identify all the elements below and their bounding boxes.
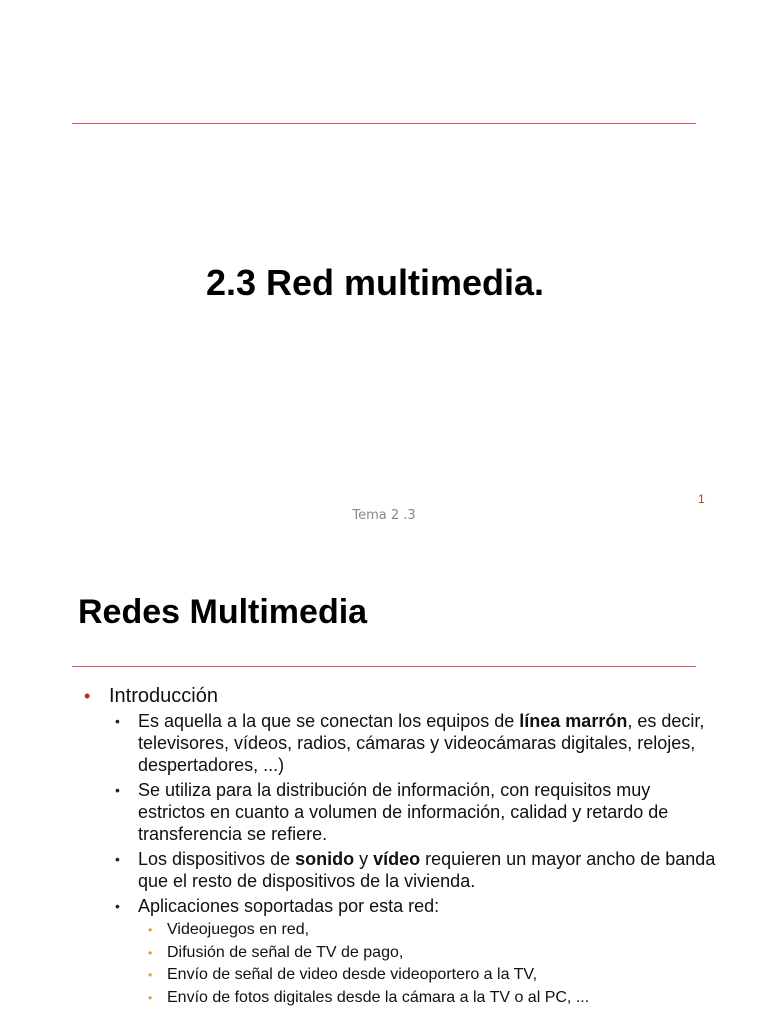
list-item-usage	[109, 779, 720, 845]
app-item-text: Videojuegos en red,	[167, 921, 310, 938]
list-item-applications	[109, 895, 720, 1009]
definition-text-a: Es aquella a la que se conectan los equipos de	[138, 711, 520, 731]
bullet-introduccion	[80, 684, 720, 1009]
bullet-dot-icon: •	[148, 945, 153, 960]
applications-text: Aplicaciones soportadas por esta red:	[138, 896, 440, 916]
bullet-dot-icon: •	[115, 851, 120, 867]
applications-sub-list	[138, 919, 720, 1009]
list-item	[138, 987, 720, 1010]
slide1-title-rule	[72, 123, 696, 124]
bullet-dot-icon: •	[115, 713, 120, 729]
list-item	[138, 942, 720, 965]
devices-text-a: Los dispositivos de	[138, 849, 296, 869]
bullet-dot-icon: •	[115, 898, 120, 914]
list-item-devices	[109, 848, 720, 892]
list-item	[138, 964, 720, 987]
slide-number: 1	[698, 492, 705, 506]
definition-bold-term: línea marrón	[519, 711, 628, 731]
definition-text-b: , es decir, televisores, vídeos, radios, cámaras y videocámaras digitales, relojes, despertadores, ...)	[138, 711, 705, 775]
devices-bold-sound: sonido	[295, 849, 355, 869]
list-item-definition	[109, 710, 720, 776]
list-item	[138, 919, 720, 942]
bullet-dot-icon: •	[84, 686, 91, 706]
bullet-dot-icon: •	[115, 782, 120, 798]
devices-bold-video: vídeo	[373, 849, 421, 869]
bullet-dot-icon: •	[148, 968, 153, 982]
intro-sub-list	[109, 710, 720, 1009]
bullet-dot-icon: •	[148, 990, 153, 1005]
intro-label: Introducción	[109, 685, 218, 707]
app-item-text: Difusión de señal de TV de pago,	[167, 943, 404, 961]
slide2-content	[80, 684, 720, 1015]
slide-footer: Tema 2 .3	[352, 508, 416, 523]
bullet-dot-icon: •	[148, 923, 153, 937]
slide2-title: Redes Multimedia	[78, 593, 368, 631]
app-item-text: Envío de señal de video desde videoportero a la TV,	[167, 966, 538, 983]
devices-text-c: requieren un mayor ancho de banda que el resto de dispositivos de la vivienda.	[138, 849, 716, 891]
slide2-title-rule	[72, 666, 696, 667]
app-item-text: Envío de fotos digitales desde la cámara a la TV o al PC, ...	[167, 988, 590, 1006]
usage-text: Se utiliza para la distribución de información, con requisitos muy estrictos en cuanto a volumen de información, calidad y retardo de transferencia se refiere.	[138, 780, 669, 844]
slide1-title: 2.3 Red multimedia.	[205, 262, 545, 303]
devices-text-b: y	[354, 849, 374, 869]
